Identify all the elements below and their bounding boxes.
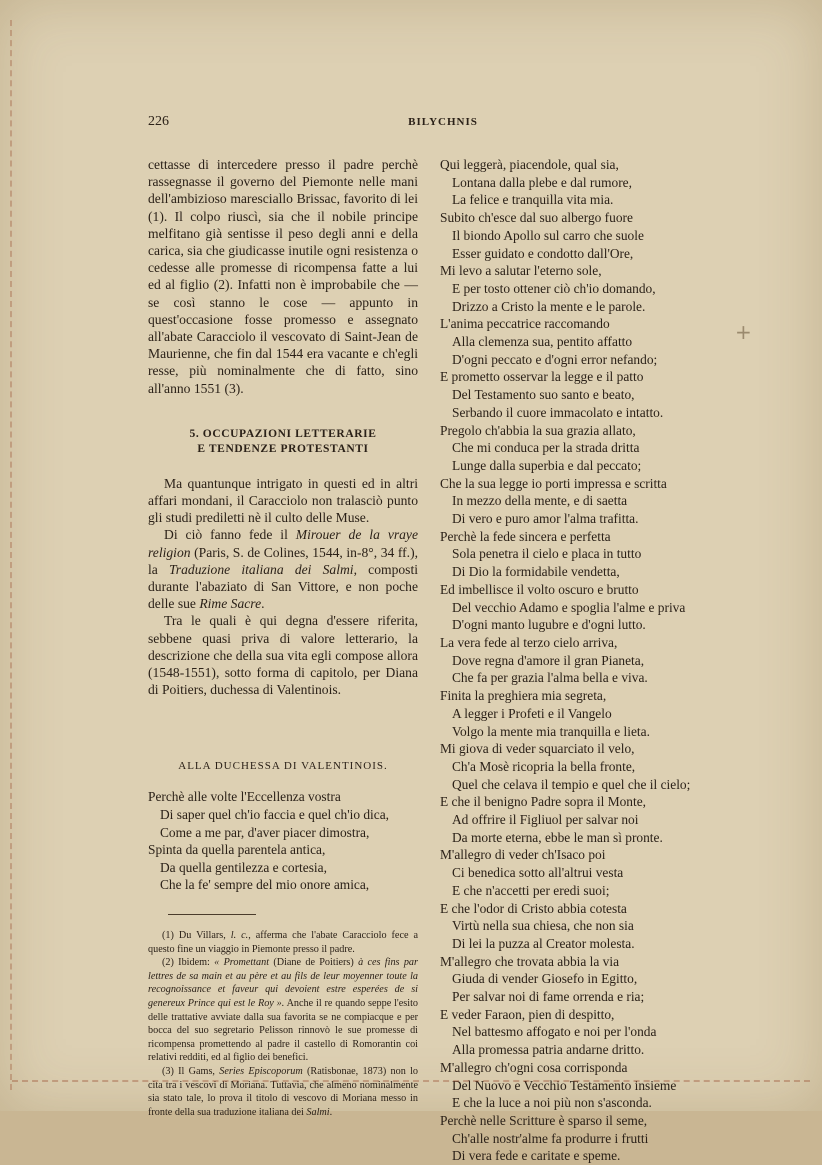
verse-line: Ed imbellisce il volto oscuro e brutto — [440, 581, 639, 597]
work-title: Rime Sacre — [199, 596, 262, 612]
verse-line: M'allegro ch'ogni cosa corrisponda — [440, 1059, 628, 1075]
footnotes — [148, 929, 418, 1119]
page-number: 226 — [148, 114, 169, 129]
verse-line: Mi levo a salutar l'eterno sole, — [440, 263, 602, 279]
verse-line: Finita la preghiera mia segreta, — [440, 688, 607, 704]
paragraph-continuation: cettasse di intercedere presso il padre perchè rassegnasse il governo del Piemonte nelle mani dell'ambizioso maresciallo Brissac, favorito di lei (1). Il colpo riuscì, sia che il nobile principe melfitano già sentisse il peso degli anni e della carica, sia che giudicasse inutile ogni resistenza o cedesse alle promesse di ricompensa fatte a lui ed al figlio (2). Infatti non è improbabile che — se così stanno le cose — appunto in quest'occasione fosse promesso e assegnato all'abate Caracciolo il vescovato di Saint-Jean de Maurienne, che fin dal 1544 era vacante e ch'egli resse, più nominalmente che di fatto, sino all'anno 1551 (3). — [148, 157, 418, 396]
poem-title: ALLA DUCHESSA DI VALENTINOIS. — [178, 760, 388, 773]
verse-line: Serbando il cuore immacolato e intatto. — [452, 404, 664, 420]
text-run: . — [261, 596, 265, 612]
verse-line: Da morte eterna, ebbe le man sì pronte. — [452, 829, 663, 845]
text-run: (3) Il Gams, — [162, 1065, 220, 1077]
verse-line: Pregolo ch'abbia la sua grazia allato, — [440, 422, 636, 438]
text-run: , afferma che l'abate Caracciolo fece a questo fine un viaggio in Piemonte presso il padre. — [148, 930, 418, 955]
verse-line: E che l'odor di Cristo abbia cotesta — [440, 900, 627, 916]
work-title: Salmi — [306, 1106, 330, 1118]
verse-line: Virtù nella sua chiesa, che non sia — [452, 918, 634, 934]
text-run: (2) Ibidem: — [162, 957, 215, 969]
verse-line: E veder Faraon, pien di despitto, — [440, 1006, 615, 1022]
verse-line: Ch'alle nostr'alme fa produrre i frutti — [452, 1130, 649, 1146]
poem-verse-right — [440, 156, 740, 1165]
text-run: (Diane de Poitiers) — [269, 957, 359, 969]
left-column — [148, 156, 418, 1119]
text-run: (Paris, S. de Colines, 1544, in-8°, 34 ff.), la — [148, 544, 418, 577]
verse-line: Giuda di vender Giosefo in Egitto, — [452, 971, 638, 987]
verse-line: Che la sua legge io porti impressa e scritta — [440, 475, 667, 491]
verse-line: Perchè nelle Scritture è sparso il seme, — [440, 1112, 648, 1128]
text-run: Di ciò fanno fede il — [164, 527, 296, 543]
verse-line: Come a me par, d'aver piacer dimostra, — [160, 824, 370, 840]
verse-line: Che fa per grazia l'alma bella e viva. — [452, 670, 648, 686]
verse-line: Del vecchio Adamo e spoglia l'alme e priva — [452, 599, 686, 615]
verse-line: Drizzo a Cristo la mente e le parole. — [452, 298, 646, 314]
verse-line: Di Dio la formidabile vendetta, — [452, 564, 620, 580]
verse-line: Spinta da quella parentela antica, — [148, 842, 326, 858]
verse-line: Di vera fede e caritate e speme. — [452, 1148, 621, 1164]
section-heading-line2: E TENDENZE PROTESTANTI — [197, 442, 369, 455]
text-run: Anche il re quando seppe l'esito delle trattative avviate dalla sua favorita se ne compiacque e per bocca del suo segretario Pelisson rinnovò le sue promesse di ricompensa promettendo al padre il castello di Romorantin coi relativi redditi, ed al figlio dei benefici. — [148, 998, 418, 1064]
verse-line: E che la luce a noi più non s'asconda. — [452, 1095, 652, 1111]
verse-line: Per salvar noi di fame orrenda e ria; — [452, 989, 645, 1005]
verse-line: E che n'accetti per eredi suoi; — [452, 882, 610, 898]
verse-line: M'allegro di veder ch'Isaco poi — [440, 847, 606, 863]
page-bottom-mark — [12, 1080, 810, 1082]
verse-line: Di saper quel ch'io faccia e quel ch'io dica, — [160, 807, 390, 823]
verse-line: Che la fe' sempre del mio onore amica, — [160, 877, 370, 893]
paragraph: Tra le quali è qui degna d'essere riferita, sebbene quasi priva di valore letterario, la descrizione che della sua vita egli compose allora (1548-1551), sotto forma di capitolo, per Diana di Poitiers, duchessa di Valentinois. — [148, 613, 418, 698]
work-title: Traduzione italiana dei Salmi — [169, 561, 354, 577]
verse-line: Il biondo Apollo sul carro che suole — [452, 227, 644, 243]
verse-line: E che il benigno Padre sopra il Monte, — [440, 794, 647, 810]
verse-line: Sola penetra il cielo e placa in tutto — [452, 546, 642, 562]
quotation: à ces fins par lettres de sa main et au père et au fils de leur moyenner toute la recognoissance et faveur qui devoient estre esperées de si genereux Prince qui est le Roy ». — [148, 957, 418, 1010]
verse-line: L'anima peccatrice raccomando — [440, 316, 610, 332]
verse-line: M'allegro che trovata abbia la via — [440, 953, 620, 969]
verse-line: Del Testamento suo santo e beato, — [452, 387, 635, 403]
section-body — [148, 475, 418, 699]
verse-line: Perchè alle volte l'Eccellenza vostra — [148, 789, 341, 805]
footnote-1 — [148, 929, 418, 956]
text-run: . — [329, 1106, 333, 1118]
verse-line: E per tosto ottener ciò ch'io domando, — [452, 280, 656, 296]
page-edge-mark — [10, 20, 12, 1090]
verse-line: Del Nuovo e Vecchio Testamento insieme — [452, 1077, 677, 1093]
verse-line: A legger i Profeti e il Vangelo — [452, 705, 612, 721]
registration-mark: + — [735, 320, 752, 344]
citation: l. c. — [230, 930, 249, 942]
work-title: Series Episcoporum — [219, 1065, 303, 1077]
paragraph-works — [148, 526, 418, 612]
verse-line: Lontana dalla plebe e dal rumore, — [452, 174, 632, 190]
poem-verse-left — [148, 788, 418, 894]
right-column — [440, 156, 740, 1165]
verse-line: Lunge dalla superbia e dal peccato; — [452, 457, 642, 473]
verse-line: Alla promessa patria andarne dritto. — [452, 1042, 645, 1058]
section-heading-line1: 5. OCCUPAZIONI LETTERARIE — [189, 427, 377, 440]
verse-line: Dove regna d'amore il gran Pianeta, — [452, 652, 645, 668]
verse-line: In mezzo della mente, e di saetta — [452, 493, 628, 509]
verse-line: Che mi conduca per la strada dritta — [452, 440, 640, 456]
footnote-2 — [148, 956, 418, 1065]
verse-line: Qui leggerà, piacendole, qual sia, — [440, 157, 619, 172]
verse-line: Ci benedica sotto all'altrui vesta — [452, 865, 624, 881]
verse-line: Quel che celava il tempio e quel che il cielo; — [452, 776, 691, 792]
verse-line: Nel battesmo affogato e noi per l'onda — [452, 1024, 657, 1040]
verse-line: Di vero e puro amor l'alma trafitta. — [452, 511, 639, 527]
work-title: Mirouer de la vraye religion — [148, 527, 419, 560]
verse-line: Alla clemenza sua, pentito affatto — [452, 334, 633, 350]
text-run: , composti durante l'abaziato di San Vittore, e non poche delle sue — [148, 561, 419, 612]
verse-line: Da quella gentilezza e cortesia, — [160, 859, 327, 875]
footnote-rule — [168, 914, 256, 915]
paragraph: Ma quantunque intrigato in questi ed in altri affari mondani, il Caracciolo non tralasciò punto gli studi prediletti nè il culto delle Muse. — [148, 475, 418, 526]
left-prose — [148, 156, 418, 397]
quotation: « Promettant — [214, 957, 270, 969]
text-run: (1) Du Villars, — [162, 930, 231, 942]
footnote-3 — [148, 1065, 418, 1119]
verse-line: La felice e tranquilla vita mia. — [452, 192, 614, 208]
verse-line: Subito ch'esce dal suo albergo fuore — [440, 210, 633, 226]
verse-line: Mi giova di veder squarciato il velo, — [440, 741, 635, 757]
verse-line: Esser guidato e condotto dall'Ore, — [452, 245, 634, 261]
verse-line: La vera fede al terzo cielo arriva, — [440, 634, 618, 650]
verse-line: Ad offrire il Figliuol per salvar noi — [452, 812, 639, 828]
verse-line: Di lei la puzza al Creator molesta. — [452, 935, 635, 951]
verse-line: Perchè la fede sincera e perfetta — [440, 528, 611, 544]
verse-line: Ch'a Mosè ricopria la bella fronte, — [452, 758, 636, 774]
section-heading — [148, 427, 418, 457]
text-run: (Ratisbonae, 1873) non lo cita tra i vescovi di Moriana. Tuttavia, che almeno nominalmente sia stato tale, lo prova il titolo di vescovo di Moriana messo in fronte della sua traduzione italiana dei — [148, 1065, 418, 1118]
verse-line: D'ogni manto lugubre e d'ogni lutto. — [452, 617, 646, 633]
verse-line: D'ogni peccato e d'ogni error nefando; — [452, 351, 658, 367]
page-header — [148, 114, 738, 136]
verse-line: E prometto osservar la legge e il patto — [440, 369, 644, 385]
verse-line: Volgo la mente mia tranquilla e lieta. — [452, 723, 650, 739]
running-title: BILYCHNIS — [408, 116, 478, 128]
